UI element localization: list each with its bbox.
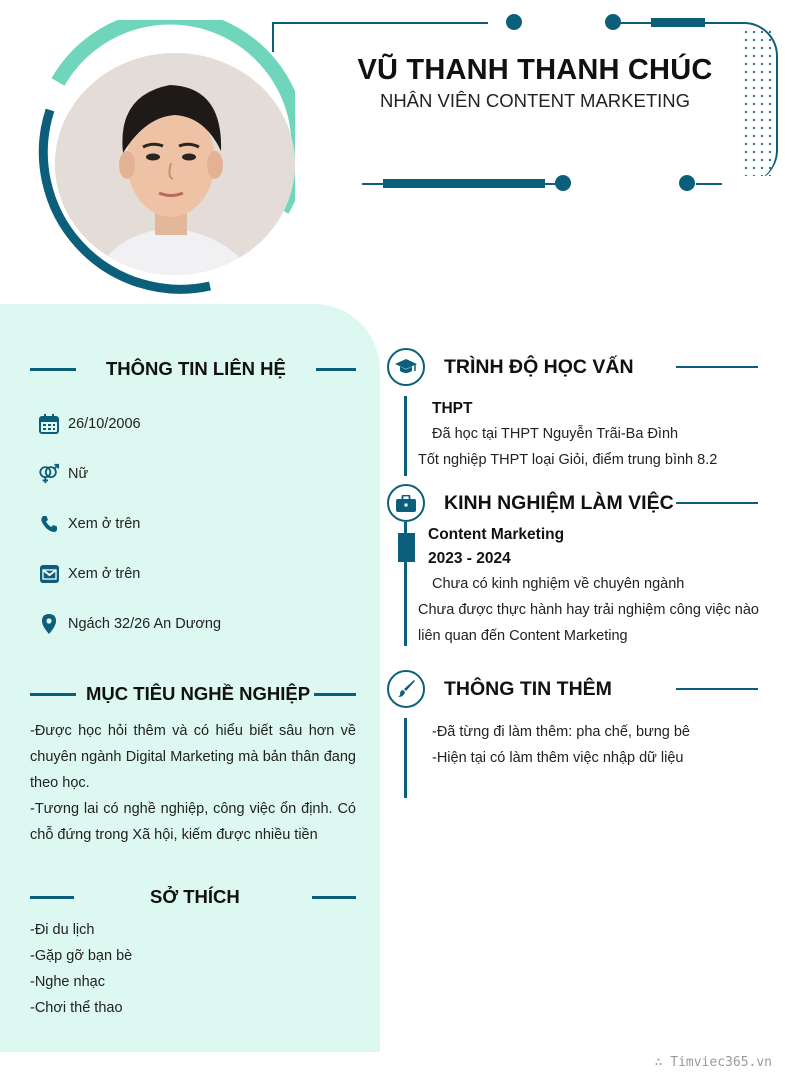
section-rule (312, 896, 356, 899)
decor-bar (383, 179, 545, 188)
experience-title: KINH NGHIỆM LÀM VIỆC (444, 492, 674, 514)
contact-email (38, 563, 140, 585)
candidate-name: VŨ THANH THANH CHÚC (357, 54, 713, 86)
experience-detail: liên quan đến Content Marketing (418, 628, 628, 644)
mail-icon (38, 563, 60, 585)
timeline-marker (398, 533, 415, 562)
experience-role: Content Marketing (428, 526, 565, 543)
objective-title: MỤC TIÊU NGHỀ NGHIỆP (86, 683, 311, 704)
section-rule (30, 368, 76, 371)
section-rule (314, 693, 356, 696)
objective-paragraph: -Tương lai có nghề nghiệp, công việc ổn định. Có chỗ đứng trong Xã hội, kiếm được nhiều tiền (30, 801, 356, 843)
calendar-icon (38, 413, 60, 435)
graduation-cap-icon (395, 358, 417, 376)
decor-bar (651, 18, 705, 27)
avatar-frame (20, 20, 295, 295)
experience-section-icon (387, 484, 425, 522)
extra-item: -Đã từng đi làm thêm: pha chế, bưng bê (432, 724, 690, 740)
experience-detail: Chưa được thực hành hay trải nghiệm công việc nào (418, 602, 759, 618)
contact-text: Nữ (68, 466, 89, 482)
section-rule (676, 688, 758, 690)
decor-dot (605, 14, 621, 30)
extra-section-icon (387, 670, 425, 708)
hobby-item: -Đi du lịch (30, 922, 95, 938)
contact-text: Xem ở trên (68, 566, 141, 582)
education-level: THPT (432, 400, 473, 417)
decor-dot (555, 175, 571, 191)
contact-gender (38, 463, 88, 485)
hobby-item: -Nghe nhạc (30, 974, 105, 990)
location-pin-icon (38, 613, 60, 635)
education-section-icon (387, 348, 425, 386)
contact-text: 26/10/2006 (68, 416, 141, 432)
contact-phone (38, 513, 140, 535)
contact-text: Ngách 32/26 An Dương (68, 616, 222, 632)
section-rule (316, 368, 356, 371)
education-title: TRÌNH ĐỘ HỌC VẤN (444, 356, 634, 378)
education-detail: Đã học tại THPT Nguyễn Trãi-Ba Đình (432, 426, 679, 442)
timeline-line (404, 718, 407, 798)
decor-dot (679, 175, 695, 191)
section-rule (676, 366, 758, 368)
section-rule (30, 693, 76, 696)
extra-title: THÔNG TIN THÊM (444, 678, 612, 700)
job-title: NHÂN VIÊN CONTENT MARKETING (379, 90, 691, 111)
hobby-item: -Chơi thể thao (30, 1000, 123, 1016)
experience-period: 2023 - 2024 (428, 550, 511, 567)
watermark-icon: ∴ (654, 1055, 671, 1070)
contact-title: THÔNG TIN LIÊN HỆ (106, 358, 286, 379)
contact-text: Xem ở trên (68, 516, 141, 532)
contact-birthday (38, 413, 141, 435)
avatar (55, 53, 295, 275)
objective-paragraph: -Được học hỏi thêm và có hiểu biết sâu hơn về chuyên ngành Digital Marketing mà bản thân đang theo học. (30, 723, 356, 791)
portrait-illustration (55, 53, 295, 275)
contact-address (38, 613, 221, 635)
gender-icon (38, 463, 60, 485)
decor-dot (506, 14, 522, 30)
extra-item: -Hiện tại có làm thêm việc nhập dữ liệu (432, 750, 684, 766)
education-detail: Tốt nghiệp THPT loại Giỏi, điểm trung bình 8.2 (418, 452, 718, 468)
section-rule (30, 896, 74, 899)
timeline-line (404, 396, 407, 476)
hobby-item: -Gặp gỡ bạn bè (30, 948, 133, 964)
paintbrush-icon (396, 679, 416, 699)
phone-icon (38, 513, 60, 535)
hobbies-title: SỞ THÍCH (150, 886, 240, 907)
frame-gap (722, 176, 778, 188)
watermark: ∴ Timviec365.vn (654, 1055, 772, 1070)
experience-detail: Chưa có kinh nghiệm về chuyên ngành (432, 576, 685, 592)
section-rule (676, 502, 758, 504)
briefcase-icon (396, 495, 416, 512)
